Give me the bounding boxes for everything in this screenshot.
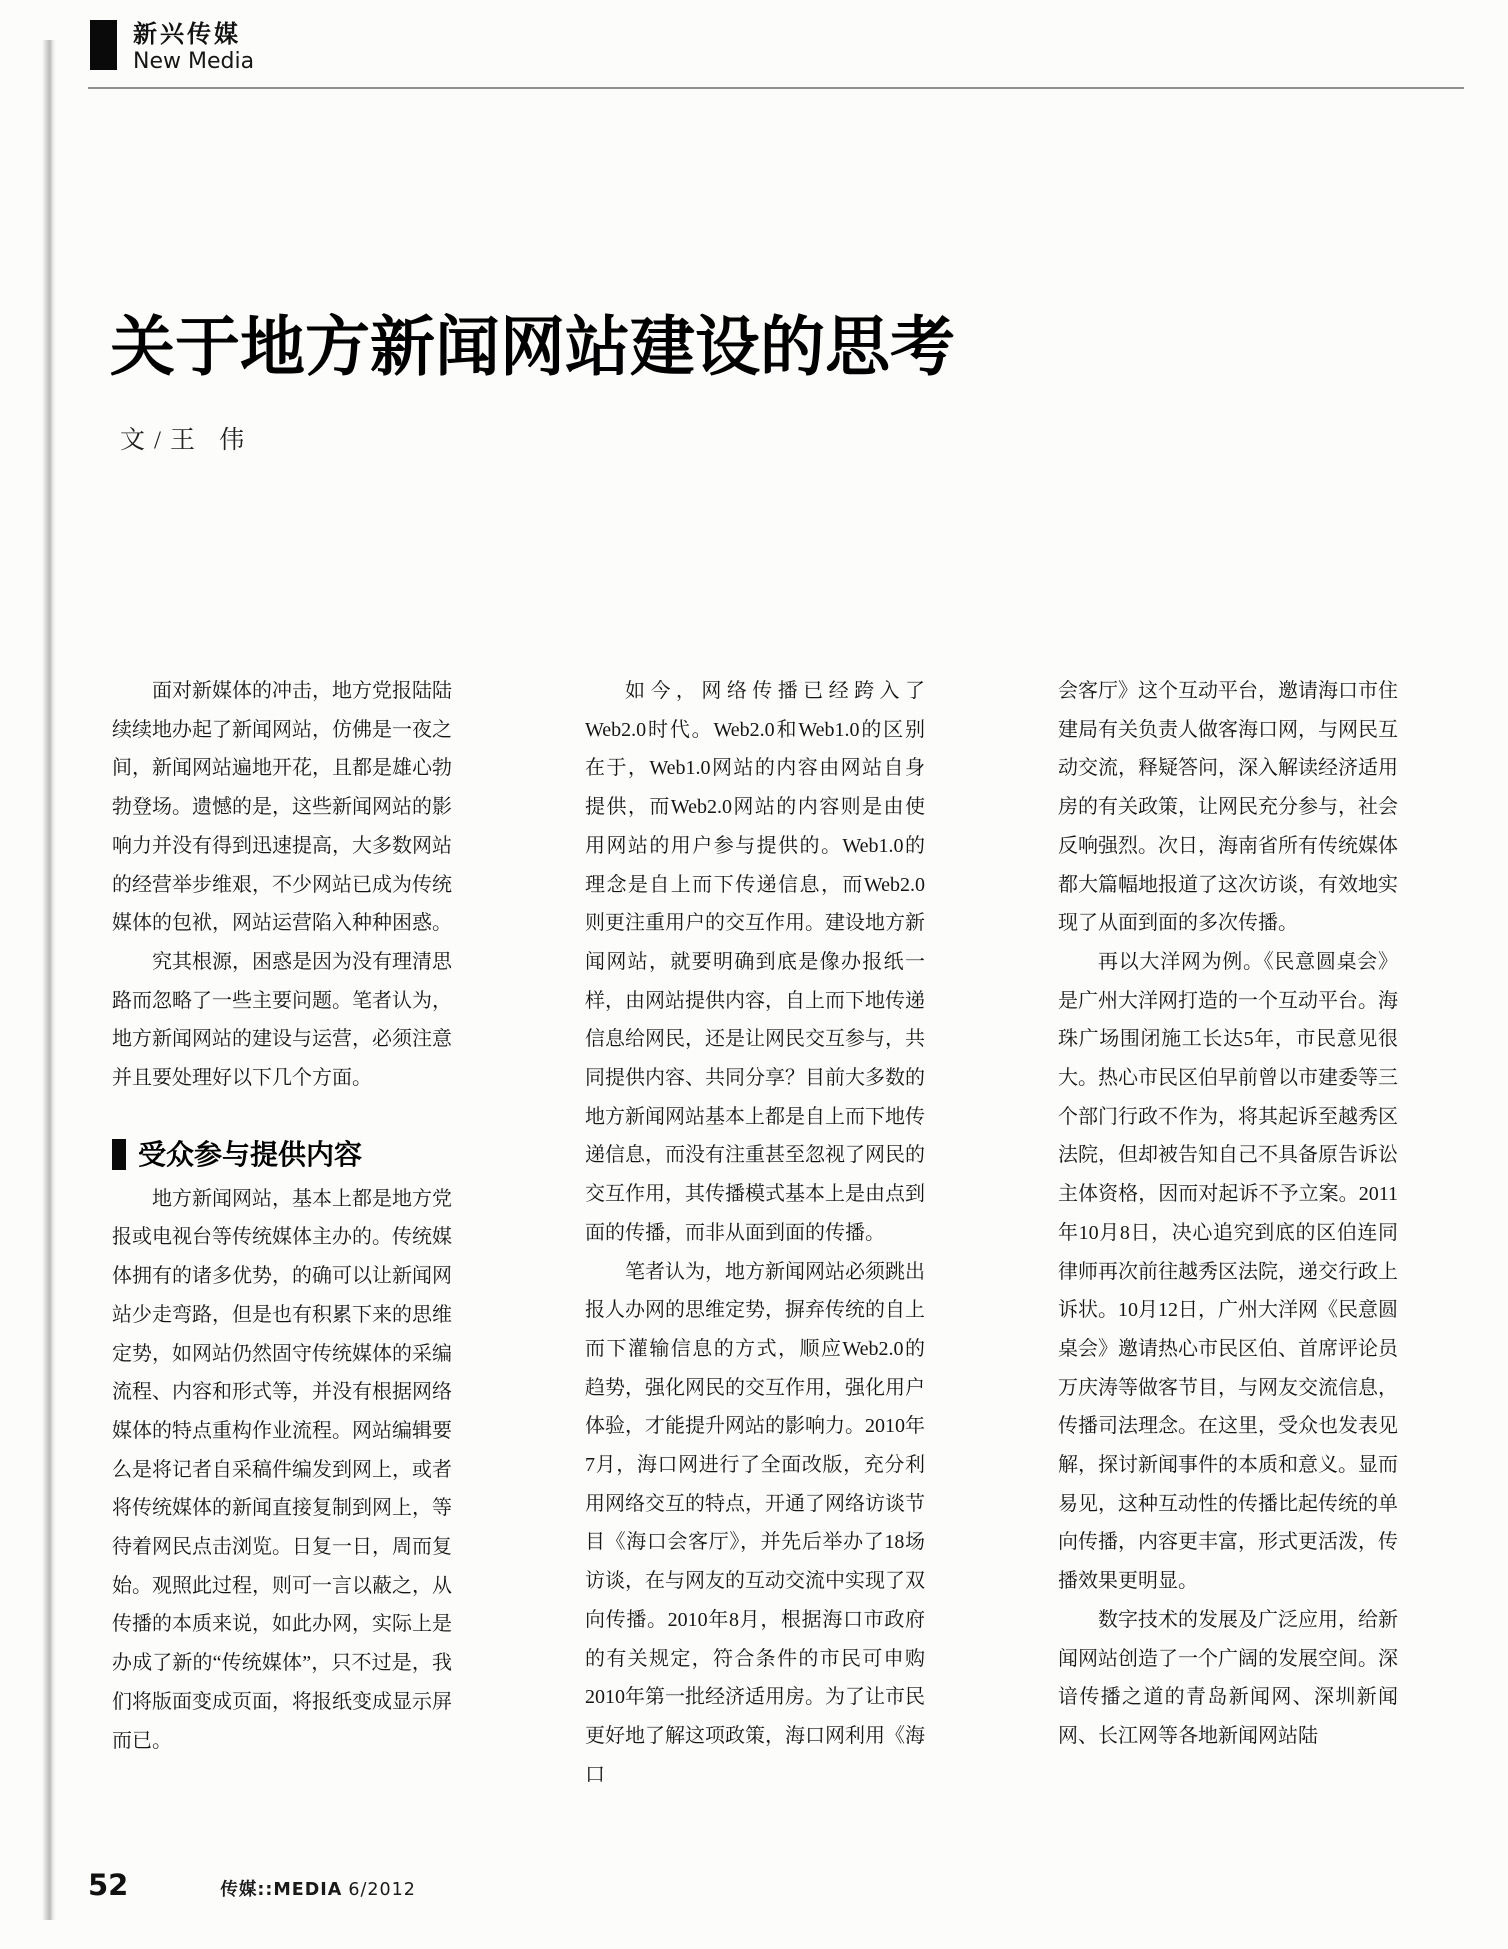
column-1 bbox=[112, 672, 452, 1794]
article-title: 关于地方新闻网站建设的思考 bbox=[110, 310, 956, 385]
paragraph: 究其根源，困惑是因为没有理清思路而忽略了一些主要问题。笔者认为，地方新闻网站的建设与运营，必须注意并且要处理好以下几个方面。 bbox=[112, 950, 452, 1090]
paragraph: 再以大洋网为例。《民意圆桌会》是广州大洋网打造的一个互动平台。海珠广场围闭施工长达5年，市民意见很大。热心市民区伯早前曾以市建委等三个部门行政不作为，将其起诉至越秀区法院，但却被告知自己不具备原告诉讼主体资格，因而对起诉不予立案。2011年10月8日，决心追究到底的区伯连同律师再次前往越秀区法院，递交行政上诉状。10月12日，广州大洋网《民意圆桌会》邀请热心市民区伯、首席评论员万庆涛等做客节目，与网友交流信息，传播司法理念。在这里，受众也发表见解，探讨新闻事件的本质和意义。显而易见，这种互动性的传播比起传统的单向传播，内容更丰富，形式更活泼，传播效果更明显。 bbox=[1058, 950, 1398, 1593]
section-heading bbox=[112, 1138, 452, 1172]
paragraph: 笔者认为，地方新闻网站必须跳出报人办网的思维定势，摒弃传统的自上而下灌输信息的方式，顺应Web2.0的趋势，强化网民的交互作用，强化用户体验，才能提升网站的影响力。2010年7月，海口网进行了全面改版，充分利用网络交互的特点，开通了网络访谈节目《海口会客厅》，并先后举办了18场访谈，在与网友的互动交流中实现了双向传播。2010年8月，根据海口市政府的有关规定，符合条件的市民可申购2010年第一批经济适用房。为了让市民更好地了解这项政策，海口网利用《海口 bbox=[585, 1260, 925, 1786]
paragraph: 地方新闻网站，基本上都是地方党报或电视台等传统媒体主办的。传统媒体拥有的诸多优势，的确可以让新闻网站少走弯路，但是也有积累下来的思维定势，如网站仍然固守传统媒体的采编流程、内容和形式等，并没有根据网络媒体的特点重构作业流程。网站编辑要么是将记者自采稿件编发到网上，或者将传统媒体的新闻直接复制到网上，等待着网民点击浏览。日复一日，周而复始。观照此过程，则可一言以蔽之，从传播的本质来说，如此办网，实际上是办成了新的“传统媒体”，只不过是，我们将版面变成页面，将报纸变成显示屏而已。 bbox=[112, 1187, 452, 1752]
column-3 bbox=[1058, 672, 1398, 1794]
article-byline: 文/王 伟 bbox=[120, 427, 254, 454]
header-rule bbox=[88, 87, 1464, 89]
page-number: 52 bbox=[88, 1868, 129, 1902]
journal-name-en: MEDIA bbox=[273, 1880, 343, 1900]
paragraph: 数字技术的发展及广泛应用，给新闻网站创造了一个广阔的发展空间。深谙传播之道的青岛新闻网、深圳新闻网、长江网等各地新闻网站陆 bbox=[1058, 1608, 1398, 1747]
journal-line bbox=[220, 1876, 416, 1901]
column-2 bbox=[585, 672, 925, 1794]
journal-name-cn: 传媒 bbox=[220, 1880, 258, 1900]
paragraph-continuation: 会客厅》这个互动平台，邀请海口市住建局有关负责人做客海口网，与网民互动交流，释疑答问，深入解读经济适用房的有关政策，让网民充分参与，社会反响强烈。次日，海南省所有传统媒体都大篇幅地报道了这次访谈，有效地实现了从面到面的多次传播。 bbox=[1058, 680, 1398, 935]
journal-issue: 6/2012 bbox=[348, 1880, 416, 1900]
section-titles bbox=[133, 20, 254, 75]
section-marker-block-icon bbox=[90, 20, 117, 70]
article-body bbox=[112, 672, 1398, 1794]
section-title-cn: 新兴传媒 bbox=[133, 20, 241, 48]
section-title-en: New Media bbox=[133, 49, 255, 74]
paragraph: 如今，网络传播已经跨入了Web2.0时代。Web2.0和Web1.0的区别在于，Web1.0网站的内容由网站自身提供，而Web2.0网站的内容则是由使用网站的用户参与提供的。Web1.0的理念是自上而下传递信息，而Web2.0则更注重用户的交互作用。建设地方新闻网站，就要明确到底是像办报纸一样，由网站提供内容，自上而下地传递信息给网民，还是让网民交互参与，共同提供内容、共同分享？目前大多数的地方新闻网站基本上都是自上而下地传递信息，而没有注重甚至忽视了网民的交互作用，其传播模式基本上是由点到面的传播，而非从面到面的传播。 bbox=[585, 680, 925, 1244]
page-footer bbox=[88, 1868, 416, 1902]
journal-separator: :: bbox=[257, 1880, 274, 1900]
section-heading-label: 受众参与提供内容 bbox=[138, 1137, 363, 1171]
page-header bbox=[90, 20, 254, 75]
scan-edge-shadow bbox=[42, 40, 56, 1920]
paragraph: 面对新媒体的冲击，地方党报陆陆续续地办起了新闻网站，仿佛是一夜之间，新闻网站遍地开花，且都是雄心勃勃登场。遗憾的是，这些新闻网站的影响力并没有得到迅速提高，大多数网站的经营举步维艰，不少网站已成为传统媒体的包袱，网站运营陷入种种困惑。 bbox=[112, 680, 452, 935]
section-bar-icon bbox=[112, 1139, 126, 1170]
